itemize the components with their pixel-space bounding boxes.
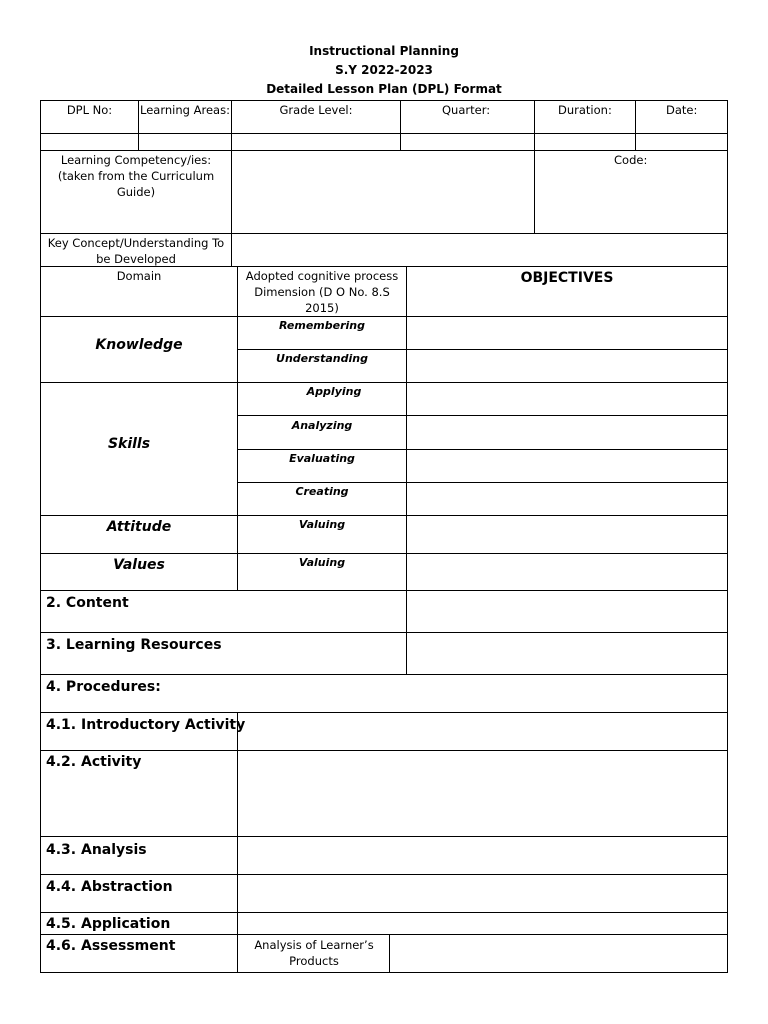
cognitive-process-header: Adopted cognitive process Dimension (D O No. 8.S 2015)	[245, 269, 399, 315]
process-remembering: Remembering	[278, 319, 365, 332]
code-label: Code:	[614, 153, 648, 167]
domain-skills: Skills	[107, 436, 151, 452]
grade-level-label: Grade Level:	[279, 103, 353, 117]
process-analyzing: Analyzing	[291, 419, 353, 432]
process-creating: Creating	[295, 485, 349, 498]
form-subtitle: Detailed Lesson Plan (DPL) Format	[266, 82, 502, 96]
process-evaluating: Evaluating	[289, 452, 355, 465]
process-understanding: Understanding	[276, 352, 368, 365]
domain-knowledge: Knowledge	[95, 337, 183, 353]
domain-attitude: Attitude	[106, 519, 172, 535]
section-abstraction: 4.4. Abstraction	[46, 879, 173, 895]
section-content: 2. Content	[46, 595, 129, 611]
section-application: 4.5. Application	[46, 916, 171, 932]
school-year: S.Y 2022-2023	[335, 63, 433, 77]
section-introductory-activity: 4.1. Introductory Activity	[46, 717, 246, 733]
key-concept-label: Key Concept/Understanding To be Developed	[47, 236, 225, 266]
section-activity: 4.2. Activity	[46, 754, 142, 770]
section-analysis: 4.3. Analysis	[46, 842, 147, 858]
competency-label: Learning Competency/ies: (taken from the Curriculum Guide)	[57, 153, 215, 199]
section-learning-resources: 3. Learning Resources	[46, 637, 222, 653]
form-title: Instructional Planning	[309, 44, 459, 58]
learning-areas-label: Learning Areas:	[140, 103, 230, 117]
date-label: Date:	[666, 103, 698, 117]
process-valuing-attitude: Valuing	[298, 518, 346, 531]
process-valuing-values: Valuing	[298, 556, 346, 569]
duration-label: Duration:	[558, 103, 612, 117]
objectives-header: OBJECTIVES	[520, 270, 614, 286]
process-applying: Applying	[306, 385, 362, 398]
section-assessment: 4.6. Assessment	[46, 938, 176, 954]
section-procedures: 4. Procedures:	[46, 679, 161, 695]
learner-products-label: Analysis of Learner’s Products	[254, 938, 374, 968]
quarter-label: Quarter:	[442, 103, 491, 117]
dpl-no-label: DPL No:	[66, 103, 113, 117]
domain-values: Values	[113, 557, 165, 573]
domain-header: Domain	[116, 269, 162, 283]
